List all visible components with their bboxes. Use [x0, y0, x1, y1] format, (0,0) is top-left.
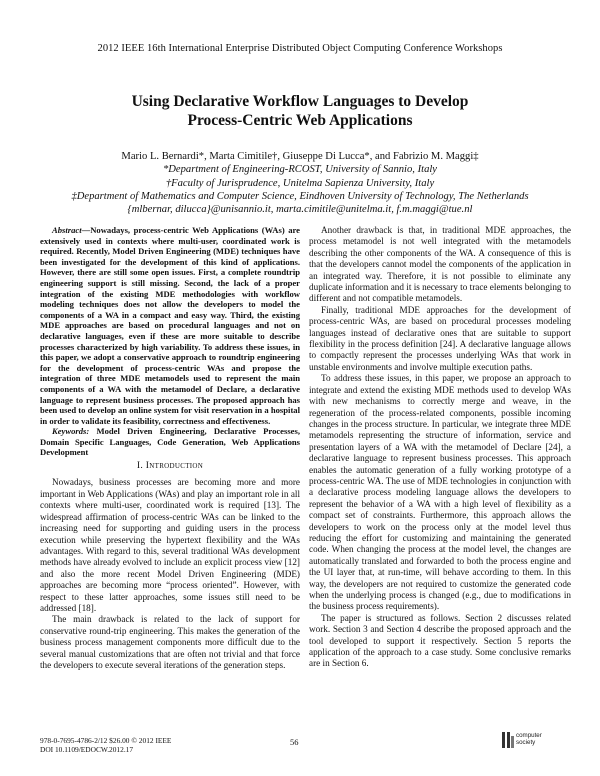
logo-line-1: computer [516, 732, 542, 739]
left-column [40, 225, 300, 671]
keywords [40, 426, 300, 458]
body-paragraph: The paper is structured as follows. Section 2 discusses related work. Section 3 and Section 4 describe the proposed approach and the tool developed to support it respectively. Section 5 reports the application of the approach to a case study. Some conclusive remarks are in Section 6. [309, 612, 571, 669]
conference-header: 2012 IEEE 16th International Enterprise Distributed Object Computing Conference Workshops [97, 43, 503, 54]
computer-society-logo [500, 730, 570, 752]
title-line-1: Using Declarative Workflow Languages to Develop [131, 93, 469, 110]
doi-line: DOI 10.1109/EDOCW.2012.17 [40, 745, 134, 754]
keywords-lead: Keywords: [52, 426, 90, 437]
affiliation-2: †Faculty of Jurisprudence, Unitelma Sapienza University, Italy [165, 177, 435, 189]
computer-society-logo-icon [500, 730, 516, 750]
keywords-text: Model Driven Engineering, Declarative Processes, Domain Specific Languages, Code Generation, Web Applications Development [40, 426, 300, 458]
intro-paragraph: Nowadays, business processes are becoming more and more important in Web Applications (WAs) and play an important role in all contexts where multi-user, coordinated work is required [13]. The widespread affirmation of process-centric WAs can be linked to the increasing need for supporting and guiding users in the process execution while preserving the hypertext flexibility and the WAs advantages. With regard to this, several traditional WAs development methods have already evolved to include an explicit process view [12] and also the more recent Model Driven Engineering (MDE) approaches are becoming more “process oriented”. However, with respect to these latter approaches, some issues still need to be addressed [18]. [40, 477, 300, 613]
isbn-line: 978-0-7695-4786-2/12 $26.00 © 2012 IEEE [40, 736, 172, 745]
body-paragraph: Another drawback is that, in traditional MDE approaches, the process metamodel is not well integrated with the metamodels describing the other components of the WA. A consequence of this is that the developers cannot model the components of the application in an integrated way. Therefore, it is not possible to eliminate any duplicate information and it is necessary to trace elements belonging to different and not compatible metamodels. [309, 225, 571, 304]
right-column [309, 225, 571, 670]
body-paragraph: To address these issues, in this paper, we propose an approach to integrate and extend the existing MDE methods used to develop WAs with new mechanisms to correctly merge and weave, in the regeneration of the process-related components, possible incoming changes in the process structure. In particular, we integrate three MDE metamodels representing the structure of information, service and presentation layers of a WA with the metamodel of Declare [24], a declarative language to represent business processes. This approach enables the automatic generation of a fully working prototype of a process-centric WA. The use of MDE technologies in conjunction with a declarative process modeling language allows the developers to represent the behavior of a WA with a high level of flexibility as a compact set of constraints. Furthermore, this approach allows the developers to work on the process only at the model level thus reducing the effort for customizing and maintaining the generated code. When changing the process at the model level, the changes are automatically translated and forwarded to both the process engine and the UI layer that, at run-time, will behave according to them. In this way, the developers are not required to customize the generated code when the underlying process is changed (e.g., due to modifications in the business process requirements). [309, 373, 571, 612]
affiliation-1: *Department of Engineering-RCOST, University of Sannio, Italy [162, 164, 438, 176]
body-paragraph: Finally, traditional MDE approaches for the development of process-centric WAs, are based on procedural processes modeling languages instead of declarative ones that are suitable to support flexibility in the process definition [24]. A declarative language allows to compactly represent the processes underlying WAs that work in unstable environments and involve multiple execution paths. [309, 304, 571, 372]
affiliation-3: ‡Department of Mathematics and Computer Science, Eindhoven University of Technology, The Netherlands [71, 190, 529, 202]
paper-title [40, 92, 560, 130]
author-block [20, 150, 580, 216]
abstract-lead: Abstract— [52, 225, 91, 235]
author-emails: {mlbernar, dilucca}@unisannio.it, marta.cimitile@unitelma.it, f.m.maggi@tue.nl [127, 204, 473, 216]
footer-identifiers [40, 736, 171, 754]
title-line-2: Process-Centric Web Applications [187, 112, 413, 129]
logo-line-2: society [516, 738, 536, 746]
logo-text [516, 733, 542, 746]
intro-paragraph: The main drawback is related to the lack of support for conservative round-trip engineering. This makes the generation of the business process management components more difficult due to the several manual customizations that are often not trivial and that force the developers to execute several iterations of the generation steps. [40, 614, 300, 670]
abstract-text: Nowadays, process-centric Web Applications (WAs) are extensively used in contexts where multi-user, coordinated work is required. Recently, Model Driven Engineering (MDE) techniques have been investigated for the development of this kind of applications. However, there are still some open issues. First, a complete roundtrip engineering support is still missing. Second, the lack of a proper integration of the existing MDE methodologies with workflow modeling techniques does not allow the developers to model the components of a WA in a compact and easy way. Third, the existing MDE approaches are based on procedural languages and not on declarative languages, even if these are more suitable to describe processes characterized by high variability. To address these issues, in this paper, we adopt a conservative approach to roundtrip engineering for the development of process-centric WAs and propose the integration of three MDE metamodels used to represent the main components of a WA with the metamodel of Declare, a declarative language to represent business processes. The proposed approach has been used to develop an online system for visit reservation in a hospital in order to validate its feasibility, correctness and effectiveness. [40, 225, 300, 426]
page-number: 56 [290, 737, 299, 747]
section-heading-introduction: I. Introduction [136, 460, 204, 472]
abstract [40, 225, 300, 426]
author-names: Mario L. Bernardi*, Marta Cimitile†, Giuseppe Di Lucca*, and Fabrizio M. Maggi‡ [121, 151, 479, 162]
